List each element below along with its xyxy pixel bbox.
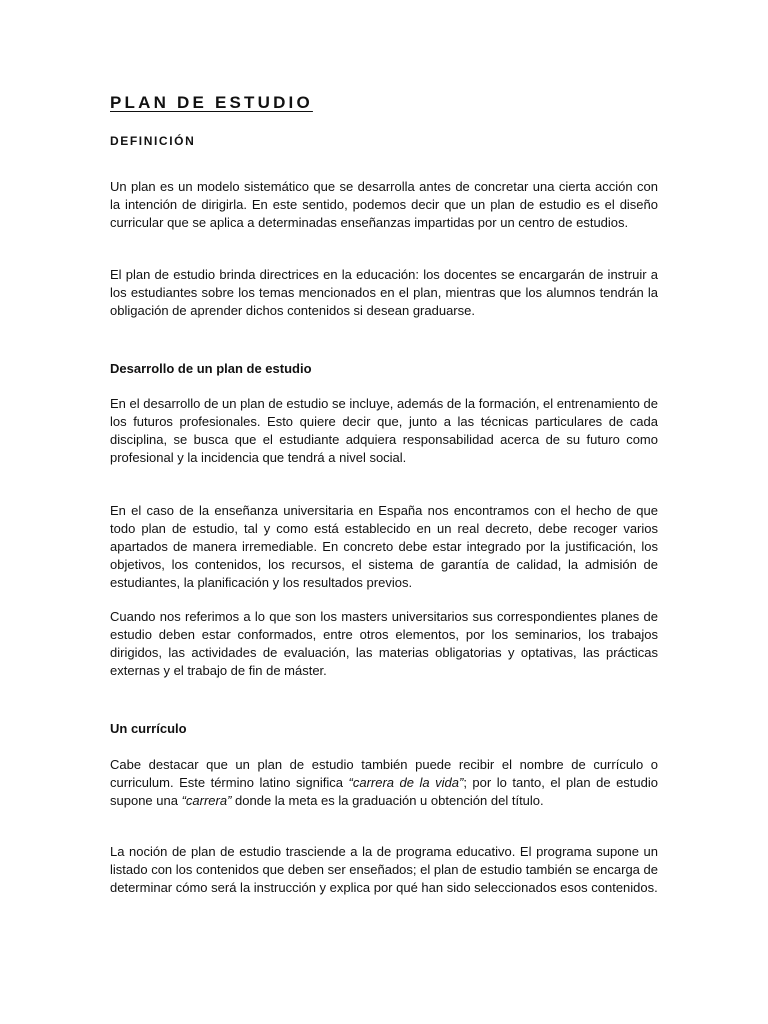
document-title: PLAN DE ESTUDIO: [110, 93, 313, 112]
text-span: ; por lo tanto, el plan de estudio supone una: [110, 775, 658, 808]
paragraph-desarrollo-1: En el desarrollo de un plan de estudio se incluye, además de la formación, el entrenamiento de los futuros profesionales. Esto quiere decir que, junto a las técnicas particulares de cada disciplina, se busca que el estudiante adquiera responsabilidad acerca de su futuro como profesional y la incidencia que tendrá a nivel social.: [110, 396, 658, 465]
paragraph-curriculo-1: [110, 756, 658, 810]
section-heading-desarrollo: Desarrollo de un plan de estudio: [110, 361, 312, 376]
paragraph-desarrollo-3: Cuando nos referimos a lo que son los masters universitarios sus correspondientes planes de estudio deben estar conformados, entre otros elementos, por los seminarios, los trabajos dirigidos, las actividades de evaluación, las materias obligatorias y optativas, las prácticas externas y el trabajo de fin de máster.: [110, 609, 658, 678]
text-span: Cabe destacar que un plan de estudio también puede recibir el nombre de currículo o curriculum. Este término latino significa: [110, 757, 658, 790]
quote-carrera: “carrera”: [181, 793, 232, 808]
quote-carrera-de-la-vida: “carrera de la vida”: [348, 775, 464, 790]
paragraph-definition-1: Un plan es un modelo sistemático que se desarrolla antes de concretar una cierta acción con la intención de dirigirla. En este sentido, podemos decir que un plan de estudio es el diseño curricular que se aplica a determinadas enseñanzas impartidas por un centro de estudios.: [110, 179, 658, 230]
section-heading-curriculo: Un currículo: [110, 721, 187, 736]
section-subtitle: DEFINICIÓN: [110, 134, 196, 148]
text-span: donde la meta es la graduación u obtención del título.: [231, 793, 544, 808]
paragraph-definition-2: El plan de estudio brinda directrices en la educación: los docentes se encargarán de instruir a los estudiantes sobre los temas mencionados en el plan, mientras que los alumnos tendrán la obligación de aprender dichos contenidos si desean graduarse.: [110, 267, 658, 318]
paragraph-curriculo-2: La noción de plan de estudio trasciende a la de programa educativo. El programa supone un listado con los contenidos que deben ser enseñados; el plan de estudio también se encarga de determinar cómo será la instrucción y explica por qué han sido seleccionados esos contenidos.: [110, 844, 658, 895]
paragraph-desarrollo-2: En el caso de la enseñanza universitaria en España nos encontramos con el hecho de que todo plan de estudio, tal y como está establecido en un real decreto, debe recoger varios apartados de manera irremediable. En concreto debe estar integrado por la justificación, los objetivos, los contenidos, los recursos, el sistema de garantía de calidad, la admisión de estudiantes, la planificación y los resultados previos.: [110, 503, 658, 590]
